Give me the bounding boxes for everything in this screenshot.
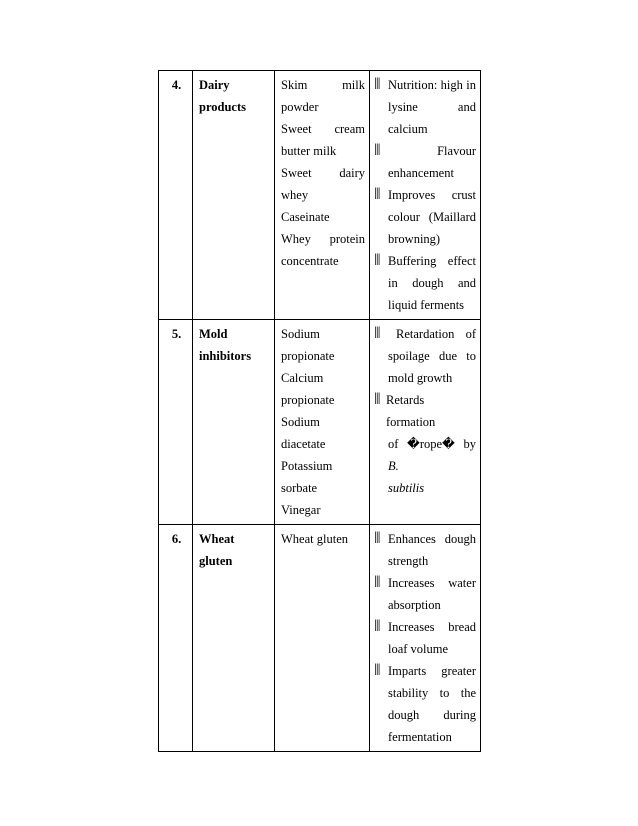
function-line: subtilis — [388, 481, 425, 495]
example-item: Potassium — [281, 459, 333, 473]
function-line: Buffering effect — [388, 254, 476, 268]
function-item — [376, 572, 476, 616]
function-item — [376, 528, 476, 572]
example-item: Skim milk — [281, 78, 365, 92]
ingredient-name-line: Wheat — [199, 532, 235, 546]
brace-bullet-icon: ⦀ — [374, 75, 381, 93]
function-item — [376, 323, 476, 389]
table-row — [159, 320, 481, 525]
function-line: strength — [388, 554, 429, 568]
functions-cell — [370, 525, 481, 752]
table-row — [159, 525, 481, 752]
function-line: Imparts greater — [388, 664, 476, 678]
example-item: diacetate — [281, 437, 326, 451]
row-number: 6. — [159, 525, 193, 752]
function-line: Flavour — [437, 144, 476, 158]
functions-cell — [370, 71, 481, 320]
example-item: butter milk — [281, 144, 337, 158]
ingredient-name — [193, 320, 275, 525]
examples-cell — [275, 320, 370, 525]
brace-bullet-icon: ⦀ — [374, 324, 381, 342]
function-line: fermentation — [388, 730, 452, 744]
function-line: liquid ferments — [388, 298, 465, 312]
brace-bullet-icon: ⦀ — [374, 661, 381, 679]
brace-bullet-icon: ⦀ — [374, 573, 381, 591]
brace-bullet-icon: ⦀ — [374, 251, 381, 269]
ingredient-name — [193, 525, 275, 752]
brace-bullet-icon: ⦀ — [374, 141, 381, 159]
function-line: Improves crust — [388, 188, 476, 202]
function-line: Retardation of — [396, 327, 476, 341]
function-line: mold growth — [388, 371, 453, 385]
function-item — [376, 389, 476, 499]
example-item: Sweet cream — [281, 122, 365, 136]
example-item: Sodium — [281, 327, 320, 341]
function-line: dough during — [388, 708, 476, 722]
example-item: Vinegar — [281, 503, 321, 517]
brace-bullet-icon: ⦀ — [374, 390, 381, 408]
function-line: Nutrition: high in — [388, 78, 476, 92]
example-item: concentrate — [281, 254, 339, 268]
function-line: Increases water — [388, 576, 476, 590]
brace-bullet-icon: ⦀ — [374, 529, 381, 547]
example-item: whey — [281, 188, 309, 202]
example-item: sorbate — [281, 481, 318, 495]
genus-abbrev: B. — [388, 459, 399, 473]
function-line: calcium — [388, 122, 428, 136]
ingredients-table — [158, 70, 481, 752]
function-line: lysine and — [388, 100, 476, 114]
function-line: in dough and — [388, 276, 476, 290]
function-item — [376, 74, 476, 140]
example-item: propionate — [281, 349, 335, 363]
row-number: 5. — [159, 320, 193, 525]
function-item — [376, 660, 476, 748]
ingredient-name-line: gluten — [199, 554, 233, 568]
function-line: Retards formation — [386, 393, 436, 429]
example-item: Caseinate — [281, 210, 330, 224]
function-item — [376, 616, 476, 660]
function-line: of �rope� by B. — [388, 437, 476, 473]
brace-bullet-icon: ⦀ — [374, 617, 381, 635]
ingredient-name — [193, 71, 275, 320]
row-number: 4. — [159, 71, 193, 320]
functions-cell — [370, 320, 481, 525]
table-row — [159, 71, 481, 320]
example-item: Calcium — [281, 371, 324, 385]
function-line: spoilage due to — [388, 349, 476, 363]
example-item: Sweet dairy — [281, 166, 365, 180]
brace-bullet-icon: ⦀ — [374, 185, 381, 203]
example-item: Wheat gluten — [281, 532, 348, 546]
function-line: absorption — [388, 598, 441, 612]
function-line: browning) — [388, 232, 441, 246]
example-item: Sodium — [281, 415, 320, 429]
examples-cell — [275, 71, 370, 320]
function-item — [376, 140, 476, 184]
function-line: colour (Maillard — [388, 210, 476, 224]
example-item: Whey protein — [281, 232, 365, 246]
function-item — [376, 250, 476, 316]
example-item: propionate — [281, 393, 335, 407]
ingredient-name-line: Mold — [199, 327, 228, 341]
ingredient-name-line: inhibitors — [199, 349, 252, 363]
example-item: powder — [281, 100, 319, 114]
ingredient-name-line: products — [199, 100, 247, 114]
function-item — [376, 184, 476, 250]
function-line: Increases bread — [388, 620, 476, 634]
function-line: stability to the — [388, 686, 476, 700]
function-line: Enhances dough — [388, 532, 476, 546]
function-line: loaf volume — [388, 642, 449, 656]
function-line: enhancement — [388, 166, 454, 180]
examples-cell — [275, 525, 370, 752]
ingredient-name-line: Dairy — [199, 78, 230, 92]
